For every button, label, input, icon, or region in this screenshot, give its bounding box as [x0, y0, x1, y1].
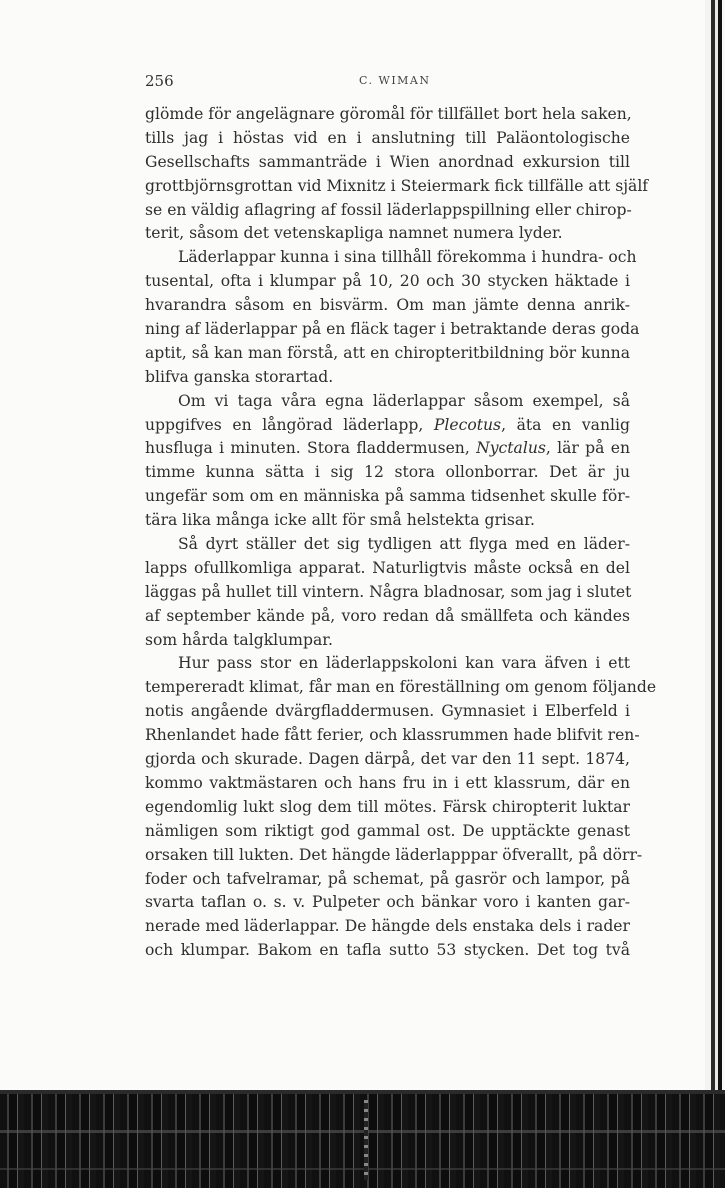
text-line: tära lika många icke allt för små helstekta grisar.	[145, 511, 535, 530]
text-line: Så dyrt ställer det sig tydligen att flyga med en läder-	[178, 535, 630, 554]
text-line: tills jag i höstas vid en i anslutning till Paläontologische	[145, 128, 630, 147]
text-line: foder och tafvelramar, på schemat, på gasrör och lampor, på	[145, 869, 630, 888]
text-line: hvarandra såsom en bisvärm. Om man jämte denna anrik-	[145, 296, 630, 315]
text-line: tusental, ofta i klumpar på 10, 20 och 30 stycken häktade i	[145, 272, 630, 291]
text-line: af september kände på, voro redan då smällfeta och kändes	[145, 606, 630, 625]
text-line: se en väldig aflagring af fossil läderlappspillning eller chirop-	[145, 200, 632, 219]
text-line: grottbjörnsgrottan vid Mixnitz i Steiermark fick tillfälle att själf	[145, 176, 649, 195]
text-line: husfluga i minuten. Stora fladdermusen, Nyctalus, lär på en	[145, 439, 630, 458]
text-line: lapps ofullkomliga apparat. Naturligtvis måste också en del	[145, 558, 630, 577]
text-line: kommo vaktmästaren och hans fru in i ett klassrum, där en	[145, 773, 630, 792]
body-text	[145, 103, 657, 963]
scan-edge-shadow	[705, 0, 725, 1188]
page-number: 256	[145, 72, 174, 90]
paragraph	[145, 390, 630, 533]
text-line: nämligen som riktigt god gammal ost. De upptäckte genast	[145, 821, 630, 840]
paragraph	[145, 246, 640, 389]
text-line: Läderlappar kunna i sina tillhåll förekomma i hundra- och	[178, 248, 637, 267]
text-line: Gesellschafts sammanträde i Wien anordnad exkursion till	[145, 152, 630, 171]
text-line: ungefär som om en människa på samma tidsenhet skulle för-	[145, 487, 630, 506]
text-line: timme kunna sätta i sig 12 stora ollonborrar. Det är ju	[145, 463, 630, 482]
scan-bottom-border	[0, 1090, 725, 1188]
page-header	[145, 72, 630, 92]
text-line: orsaken till lukten. Det hängde läderlapppar öfverallt, på dörr-	[145, 845, 643, 864]
text-line: Rhenlandet hade fått ferier, och klassrummen hade blifvit ren-	[145, 726, 640, 745]
text-line: uppgifves en långörad läderlapp, Plecotus, äta en vanlig	[145, 415, 630, 434]
paragraph	[145, 103, 649, 246]
text-line: terit, såsom det vetenskapliga namnet numera lyder.	[145, 224, 563, 243]
text-line: läggas på hullet till vintern. Några bladnosar, som jag i slutet	[145, 582, 632, 601]
text-line: svarta taflan o. s. v. Pulpeter och bänkar voro i kanten gar-	[145, 893, 630, 912]
text-line: glömde för angelägnare göromål för tillfället bort hela saken,	[145, 105, 632, 123]
text-line: och klumpar. Bakom en tafla sutto 53 stycken. Det tog två	[145, 941, 630, 960]
text-line: aptit, så kan man förstå, att en chiropteritbildning bör kunna	[145, 343, 630, 362]
text-line: som hårda talgklumpar.	[145, 630, 333, 649]
text-line: blifva ganska storartad.	[145, 367, 334, 386]
text-line: egendomlig lukt slog dem till mötes. Färsk chiropterit luktar	[145, 797, 630, 816]
running-head: C. WIMAN	[359, 74, 431, 87]
text-line: Hur pass stor en läderlappskoloni kan vara äfven i ett	[178, 654, 630, 673]
text-line: gjorda och skurade. Dagen därpå, det var den 11 sept. 1874,	[145, 750, 630, 769]
text-line: tempereradt klimat, får man en föreställning om genom följande	[145, 678, 657, 697]
text-line: notis angående dvärgfladdermusen. Gymnasiet i Elberfeld i	[145, 702, 630, 721]
text-line: Om vi taga våra egna läderlappar såsom exempel, så	[178, 391, 630, 410]
text-line: nerade med läderlappar. De hängde dels enstaka dels i rader	[145, 917, 630, 936]
paragraph	[145, 533, 630, 652]
text-line: ning af läderlappar på en fläck tager i betraktande deras goda	[145, 320, 640, 339]
paragraph	[145, 652, 657, 963]
